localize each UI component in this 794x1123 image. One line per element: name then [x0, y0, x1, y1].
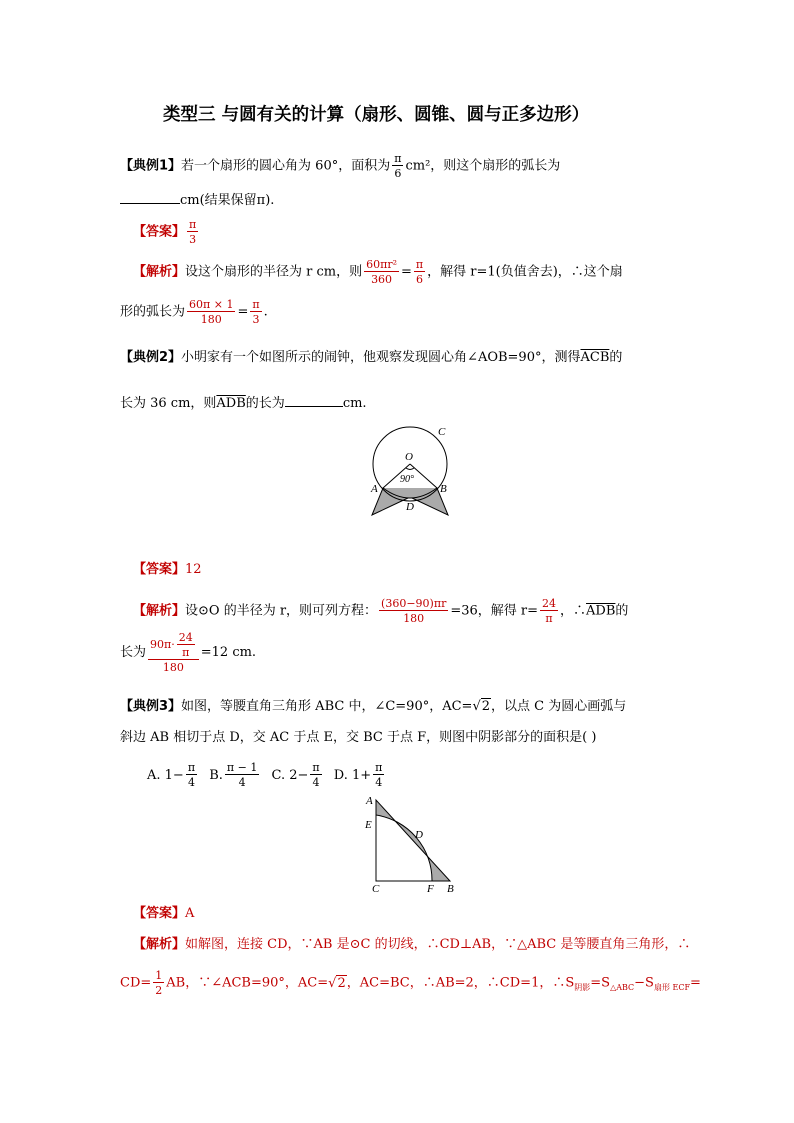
example1-question-line1: 【典例1】若一个扇形的圆心角为 60°，面积为 $\frac{\pi}{6}$ cm²，则这个扇形的弧长为	[120, 152, 561, 180]
example2-solution-line2: 长为 90π· $\frac{24}{\pi}$ 180 =12 cm.	[120, 631, 257, 674]
example2-question-line1: 【典例2】小明家有一个如图所示的闹钟，他观察发现圆心角∠AOB=90°，测得$\overline{ACB}$的	[120, 350, 623, 365]
example1-question-line2: cm(结果保留π).	[120, 191, 274, 207]
label-a: A	[371, 483, 378, 495]
answer-tag: 【答案】	[133, 224, 186, 240]
label-d: D	[406, 501, 414, 513]
label-c: C	[438, 426, 446, 438]
label-f: F	[427, 883, 434, 895]
page-title: 类型三 与圆有关的计算（扇形、圆锥、圆与正多边形）	[163, 105, 590, 125]
example3-tag: 【典例3】	[120, 699, 182, 714]
example3-question-line2: 斜边 AB 相切于点 D，交 AC 于点 E，交 BC 于点 F，则图中阴影部分的面积是( )	[120, 730, 597, 745]
fraction: $\frac{\pi}{6}$	[394, 152, 402, 180]
angle-mark	[406, 468, 414, 470]
option-d[interactable]: D. 1+ $\frac{\pi}{4}$	[333, 761, 383, 789]
label-b: B	[447, 883, 454, 895]
example2-question-line2: 长为 36 cm，则$\overline{ADB}$的长为 cm.	[120, 396, 367, 411]
label-c: C	[372, 883, 380, 895]
answer-fraction: $\frac{\pi}{3}$	[189, 218, 197, 246]
label-angle: 90°	[400, 474, 414, 485]
sqrt: √2	[472, 699, 491, 714]
alarm-clock-figure	[360, 420, 470, 525]
example2-tag: 【典例2】	[120, 350, 182, 365]
example3-answer: 【答案】A	[133, 906, 195, 921]
solution-tag: 【解析】	[133, 264, 186, 280]
label-b: B	[440, 483, 447, 495]
label-d: D	[415, 829, 423, 841]
example1-solution-line1: 【解析】设这个扇形的半径为 r cm，则 $\frac{\text{60πr²}}{360}$ = $\frac{\pi}{6}$ ，解得 r=1(负值舍去)，∴这个扇	[133, 258, 623, 286]
example3-solution-line1: 【解析】如解图，连接 CD，∵AB 是⊙C 的切线，∴CD⊥AB，∵△ABC 是等腰直角三角形，∴	[133, 937, 691, 952]
arc-ef	[376, 815, 432, 881]
example3-solution-line2: CD= $\frac{1}{2}$ AB，∵∠ACB=90°，AC=√2，AC=BC，∴AB=2，∴CD=1，$\therefore S_{阴影}=S_{\triangle ABC}-S_{扇形 ECF}=$	[120, 969, 701, 997]
answer-blank	[285, 394, 343, 407]
label-a: A	[366, 795, 373, 807]
triangle-abc	[376, 800, 450, 881]
triangle-figure	[360, 795, 465, 895]
example1-tag: 【典例1】	[120, 158, 182, 174]
label-o: O	[405, 451, 413, 463]
example3-question-line1: 【典例3】如图，等腰直角三角形 ABC 中，∠C=90°，AC=√2，以点 C 为圆心画弧与	[120, 699, 627, 714]
radius-ob	[410, 464, 437, 488]
answer-blank	[120, 191, 180, 204]
option-b[interactable]: B. $\frac{\pi - 1}{4}$	[209, 761, 258, 789]
option-a[interactable]: A. 1− $\frac{\pi}{4}$	[147, 761, 196, 789]
example2-answer: 【答案】12	[133, 562, 202, 577]
example2-solution-line1: 【解析】设⊙O 的半径为 r，则可列方程： $\frac{(360-90)\pi r}{180}$ =36，解得 r= $\frac{24}{\pi}$ ，$\therefore\overline{ADB}$的	[133, 597, 629, 625]
example3-options	[147, 762, 386, 788]
example1-solution-line2: 形的弧长为 $\frac{60\pi \times 1}{180}$ = $\frac{\pi}{3}$ .	[120, 298, 268, 326]
option-c[interactable]: C. 2− $\frac{\pi}{4}$	[271, 761, 320, 789]
label-e: E	[365, 819, 372, 831]
example1-answer	[133, 219, 200, 245]
